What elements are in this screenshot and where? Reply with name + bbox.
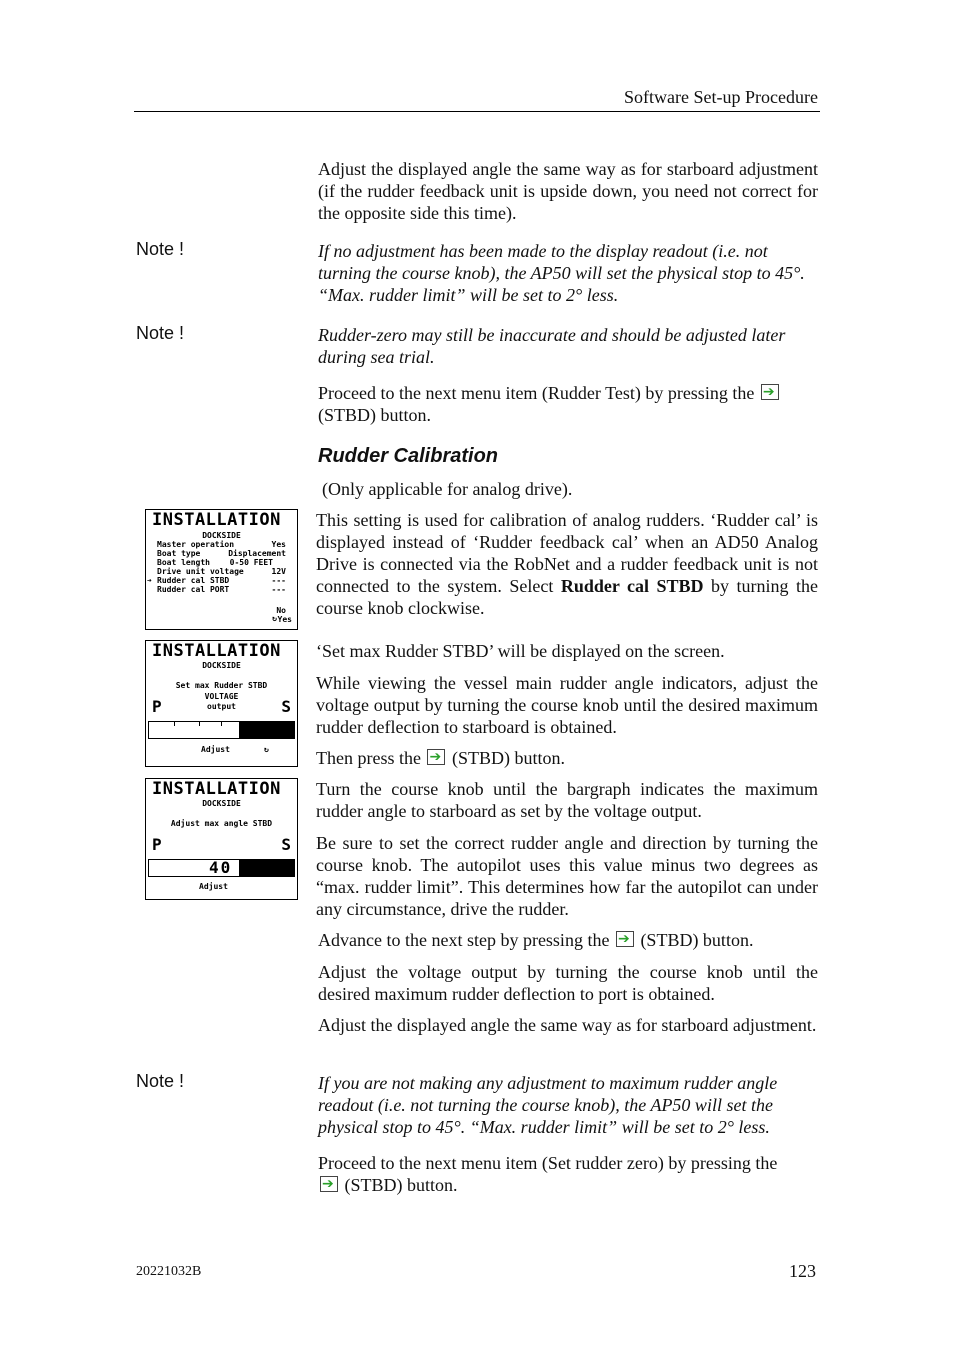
paragraph-adjust-voltage-stbd: While viewing the vessel main rudder angle indicators, adjust the voltage output by turning the course knob until the desired maximum rudder deflection to starboard is obtained. (316, 673, 818, 737)
paragraph-analog-only: (Only applicable for analog drive). (322, 479, 573, 499)
knob-rotate-icon: ↻ (264, 745, 269, 754)
note-label: Note ! (136, 323, 185, 343)
bar-tick (199, 722, 200, 726)
menu-row-value: Displacement (228, 549, 286, 558)
text-fragment: Proceed to the next menu item (Set rudder zero) by pressing the (318, 1153, 778, 1173)
bold-term: Rudder cal STBD (560, 576, 704, 596)
text-fragment: (STBD) button. (451, 748, 565, 768)
header-title: Software Set-up Procedure (624, 87, 818, 107)
text-fragment: Then press the (316, 748, 421, 768)
screen-output-label: output (207, 702, 236, 711)
lcd-screen-adjust-max-angle (145, 778, 298, 900)
screen-title: INSTALLATION (152, 641, 281, 661)
menu-row-value: --- (271, 576, 286, 585)
option-yes: Yes (277, 615, 292, 624)
section-heading: Rudder Calibration (318, 445, 499, 467)
screen-title: INSTALLATION (152, 510, 281, 530)
menu-row-label: Rudder cal PORT (157, 585, 230, 594)
option-no: No (276, 606, 286, 615)
paragraph-correct-angle: Be sure to set the correct rudder angle and direction by turning the course knob. The autopilot uses this value minus two degrees as “max. rudder limit”. This determines how far the autopilot can under any circumstance, drive the rudder. (316, 833, 818, 919)
note-text: If no adjustment has been made to the display readout (i.e. not turning the course knob), the AP50 will set the physical stop to 45°. “Max. rudder limit” will be set to 2° less. (318, 241, 805, 305)
note-text: Rudder-zero may still be inaccurate and should be adjusted later during sea trial. (318, 325, 786, 367)
knob-rotate-icon: ↻ (272, 614, 277, 623)
bargraph-fill (239, 860, 294, 876)
selection-arrow-icon: ➔ (147, 576, 152, 585)
note-label: Note ! (136, 239, 185, 259)
rudder-bargraph (148, 721, 295, 739)
starboard-indicator: S (281, 697, 291, 716)
screen-instruction: Adjust max angle STBD (170, 819, 273, 828)
screen-subtitle: DOCKSIDE (202, 531, 241, 540)
text-fragment: Advance to the next step by pressing the (318, 930, 610, 950)
screen-title: INSTALLATION (152, 779, 281, 799)
screen-footer: Adjust (201, 745, 230, 754)
menu-row-label: Drive unit voltage (157, 567, 244, 576)
menu-row-label: Master operation (157, 540, 235, 549)
page-header (134, 86, 820, 112)
menu-row-label: Rudder cal STBD (157, 576, 230, 585)
port-indicator: P (152, 835, 162, 854)
text-fragment: (STBD) button. (344, 1175, 458, 1195)
screen-instruction: Set max Rudder STBD (175, 681, 268, 690)
stbd-button-icon (616, 931, 634, 947)
screen-subtitle: DOCKSIDE (202, 661, 241, 670)
stbd-button-icon (427, 749, 445, 765)
starboard-indicator: S (281, 835, 291, 854)
paragraph-press-stbd (316, 747, 818, 769)
text-fragment: (STBD) button. (318, 405, 432, 425)
screen-voltage-label: VOLTAGE (204, 692, 239, 701)
lcd-screen-set-max-rudder (145, 640, 298, 767)
port-indicator: P (152, 697, 162, 716)
page-number: 123 (789, 1261, 816, 1281)
document-number: 20221032B (136, 1264, 202, 1279)
text-fragment: by turning the course knob clockwise. (316, 576, 819, 618)
bargraph-fill (239, 722, 294, 738)
note-label: Note ! (136, 1071, 185, 1091)
bar-tick (221, 722, 222, 726)
angle-readout: 40 (209, 858, 233, 877)
paragraph-adjust-voltage-port: Adjust the voltage output by turning the course knob until the desired maximum rudder deflection to port is obtained. (318, 962, 818, 1004)
rudder-bargraph (148, 859, 295, 877)
menu-row-value: Yes (271, 540, 286, 549)
bar-tick (174, 722, 175, 726)
paragraph-proceed-rudder-test (318, 382, 818, 426)
menu-row-value: 0-50 FEET (229, 558, 273, 567)
stbd-button-icon (320, 1176, 338, 1192)
menu-row-value: --- (271, 585, 286, 594)
paragraph-set-max-rudder: ‘Set max Rudder STBD’ will be displayed on the screen. (316, 641, 725, 661)
paragraph-turn-knob-bargraph: Turn the course knob until the bargraph indicates the maximum rudder angle to starboard as set by the voltage output. (316, 779, 818, 821)
menu-row-label: Boat length (157, 558, 210, 567)
screen-subtitle: DOCKSIDE (202, 799, 241, 808)
paragraph-proceed-rudder-zero (318, 1152, 818, 1196)
paragraph-rudder-cal-description (316, 509, 818, 619)
menu-row-label: Boat type (157, 549, 201, 558)
paragraph-adjust-angle-port: Adjust the displayed angle the same way as for starboard adjustment. (318, 1015, 817, 1035)
text-fragment: (STBD) button. (640, 930, 754, 950)
screen-footer: Adjust (199, 882, 228, 891)
lcd-screen-installation-menu (145, 509, 298, 630)
paragraph-adjust-angle: Adjust the displayed angle the same way as for starboard adjustment (if the rudder feedback unit is upside down, you need not correct for the opposite side this time). (318, 159, 818, 223)
menu-row-value: 12V (271, 567, 286, 576)
stbd-button-icon (761, 384, 779, 400)
paragraph-advance-step (318, 929, 818, 951)
text-fragment: Proceed to the next menu item (Rudder Test) by pressing the (318, 383, 755, 403)
note-text: If you are not making any adjustment to maximum rudder angle readout (i.e. not turning the course knob), the AP50 will set the physical stop to 45°. “Max. rudder limit” will be set to 2° less. (318, 1073, 778, 1137)
text-fragment: This setting is used for calibration of analog rudders. ‘Rudder cal’ is displayed instead of ‘Rudder feedback cal’ when an AD50 Analog Drive is connected via the RobNet and a rudder feedback unit is not connected to the system. Select (316, 510, 818, 596)
